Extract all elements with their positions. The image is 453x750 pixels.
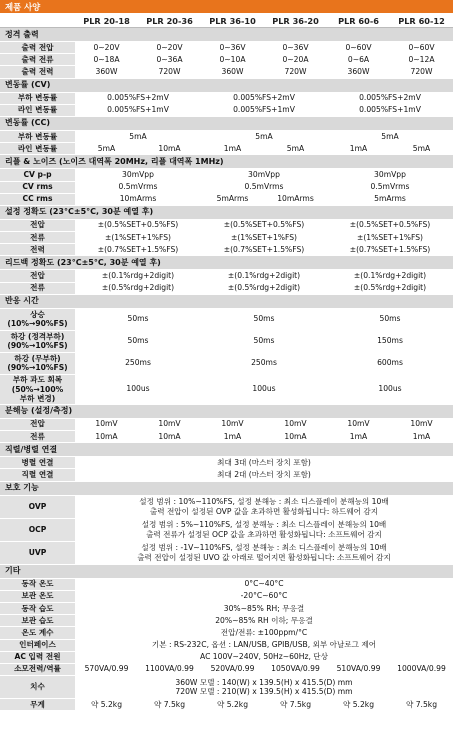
value-cell: ±(0.5%SET+0.5%FS) (75, 219, 201, 231)
row-label: 부하 과도 회복 (50%→100% 부하 변경) (0, 374, 75, 404)
value-cell: 0~20A (264, 54, 327, 66)
table-row (0, 181, 453, 193)
value-cell: 360W (327, 66, 390, 78)
value-cell: 1mA (201, 431, 264, 443)
row-label: 직렬 연결 (0, 469, 75, 481)
table-row (0, 639, 453, 651)
table-row (0, 651, 453, 663)
row-label: 상승 (10%→90%FS) (0, 308, 75, 330)
value-cell: ±(0.1%rdg+2digit) (75, 270, 201, 282)
value-cell: 10mV (264, 418, 327, 430)
section-heading: 분해능 (설정/측정) (0, 404, 453, 418)
row-label: 출력 전류 (0, 54, 75, 66)
value-cell: 0.005%FS+2mV (201, 92, 327, 104)
row-label: UVP (0, 541, 75, 564)
value-cell: 0~20V (138, 42, 201, 54)
value-cell: 10mV (390, 418, 453, 430)
model-header: PLR 20-18 (75, 14, 138, 28)
value-cell: 1mA (327, 143, 390, 155)
value-cell: ±(0.1%rdg+2digit) (327, 270, 453, 282)
value-cell: 설정 범위 : 5%~110%FS, 설정 분해능 : 최소 디스플레이 분해능의 10배 출력 전류가 설정된 OCP 값을 초과하면 활성화됩니다: 소프트웨어 감지 (75, 518, 453, 541)
row-label: 동작 습도 (0, 602, 75, 614)
value-cell: 전압/전류: ±100ppm/°C (75, 627, 453, 639)
table-row (0, 282, 453, 294)
value-cell: 5mArms (201, 193, 264, 205)
title-row (0, 0, 453, 14)
value-cell: 50ms (75, 330, 201, 352)
value-cell: 5mA (390, 143, 453, 155)
row-label: CV rms (0, 181, 75, 193)
value-cell: 1mA (201, 143, 264, 155)
section-heading: 리드백 정확도 (23°C±5°C, 30분 예열 후) (0, 256, 453, 270)
section-heading: 변동률 (CC) (0, 116, 453, 130)
row-label: 라인 변동률 (0, 143, 75, 155)
value-cell: 10mA (75, 431, 138, 443)
table-row (0, 169, 453, 181)
value-cell: 약 7.5kg (138, 699, 201, 711)
table-row (0, 602, 453, 614)
table-row (0, 42, 453, 54)
value-cell: 100us (201, 374, 327, 404)
value-cell: 10mV (75, 418, 138, 430)
value-cell: ±(0.5%SET+0.5%FS) (327, 219, 453, 231)
table-row (0, 627, 453, 639)
table-row (0, 469, 453, 481)
value-cell: ±(0.5%rdg+2digit) (327, 282, 453, 294)
value-cell: ±(0.7%SET+1.5%FS) (327, 244, 453, 256)
section-heading: 보호 기능 (0, 481, 453, 495)
table-row (0, 590, 453, 602)
row-label: CV p-p (0, 169, 75, 181)
value-cell: 10mArms (264, 193, 327, 205)
value-cell: 100us (75, 374, 201, 404)
value-cell: 1mA (327, 431, 390, 443)
table-row (0, 457, 453, 469)
table-row (0, 518, 453, 541)
row-label: 소모전력/역률 (0, 663, 75, 675)
row-label: 부하 변동률 (0, 92, 75, 104)
value-cell: 720W (264, 66, 327, 78)
value-cell: ±(1%SET+1%FS) (75, 232, 201, 244)
row-label: 인터페이스 (0, 639, 75, 651)
value-cell: 0.5mVrms (327, 181, 453, 193)
value-cell: 5mA (75, 130, 201, 142)
table-row (0, 244, 453, 256)
value-cell: 0~36V (201, 42, 264, 54)
value-cell: 5mA (75, 143, 138, 155)
value-cell: 5mA (264, 143, 327, 155)
value-cell: 0~20V (75, 42, 138, 54)
value-cell: 5mA (201, 130, 327, 142)
table-row (0, 92, 453, 104)
value-cell: 150ms (327, 330, 453, 352)
row-label: 전력 (0, 244, 75, 256)
value-cell: 30mVpp (75, 169, 201, 181)
row-label: 라인 변동률 (0, 104, 75, 116)
section-heading: 직렬/병렬 연결 (0, 443, 453, 457)
table-row (0, 541, 453, 564)
section-heading: 변동률 (CV) (0, 78, 453, 92)
row-label: 보관 온도 (0, 590, 75, 602)
value-cell: 250ms (201, 352, 327, 374)
row-label: CC rms (0, 193, 75, 205)
value-cell: ±(0.7%SET+1.5%FS) (201, 244, 327, 256)
value-cell: 0.5mVrms (75, 181, 201, 193)
row-label: 출력 전력 (0, 66, 75, 78)
table-row (0, 663, 453, 675)
value-cell: 10mA (138, 431, 201, 443)
value-cell: 510VA/0.99 (327, 663, 390, 675)
value-cell: 100us (327, 374, 453, 404)
model-header: PLR 60-6 (327, 14, 390, 28)
value-cell: 0~60V (390, 42, 453, 54)
row-label: 동작 온도 (0, 578, 75, 590)
table-row (0, 130, 453, 142)
row-label: OVP (0, 495, 75, 518)
row-label: AC 입력 전원 (0, 651, 75, 663)
value-cell: 1000VA/0.99 (390, 663, 453, 675)
value-cell: 720W (138, 66, 201, 78)
section-heading: 정격 출력 (0, 28, 453, 42)
value-cell: 0.005%FS+2mV (327, 92, 453, 104)
value-cell: 50ms (201, 308, 327, 330)
value-cell: ±(0.5%rdg+2digit) (201, 282, 327, 294)
value-cell: 570VA/0.99 (75, 663, 138, 675)
section-heading: 설정 정확도 (23°C±5°C, 30분 예열 후) (0, 205, 453, 219)
value-cell: 0.005%FS+1mV (327, 104, 453, 116)
value-cell: 약 5.2kg (75, 699, 138, 711)
table-row (0, 232, 453, 244)
table-row (0, 66, 453, 78)
value-cell: ±(1%SET+1%FS) (327, 232, 453, 244)
value-cell: 30mVpp (327, 169, 453, 181)
row-label: OCP (0, 518, 75, 541)
model-header: PLR 36-20 (264, 14, 327, 28)
table-row (0, 676, 453, 699)
value-cell: 0.005%FS+1mV (75, 104, 201, 116)
table-row (0, 495, 453, 518)
value-cell: 약 7.5kg (264, 699, 327, 711)
value-cell: 약 7.5kg (390, 699, 453, 711)
value-cell: 600ms (327, 352, 453, 374)
value-cell: 10mV (327, 418, 390, 430)
value-cell: 250ms (75, 352, 201, 374)
row-label: 전압 (0, 418, 75, 430)
row-label: 무게 (0, 699, 75, 711)
table-row (0, 699, 453, 711)
value-cell: ±(0.5%SET+0.5%FS) (201, 219, 327, 231)
value-cell: 약 5.2kg (327, 699, 390, 711)
value-cell: 기본 : RS-232C, 옵션 : LAN/USB, GPIB/USB, 외부 아날로그 제어 (75, 639, 453, 651)
row-label: 전압 (0, 270, 75, 282)
value-cell: 설정 범위 : -1V~110%FS, 설정 분해능 : 최소 디스플레이 분해능의 10배 출력 전압이 설정된 UVO 값 아래로 떨어지면 활성화됩니다: 소프트웨어 감지 (75, 541, 453, 564)
row-label: 보관 습도 (0, 615, 75, 627)
value-cell: AC 100V~240V, 50Hz~60Hz, 단상 (75, 651, 453, 663)
value-cell: 360W (75, 66, 138, 78)
value-cell: 최대 3대 (마스터 장치 포함) (75, 457, 453, 469)
model-header: PLR 20-36 (138, 14, 201, 28)
value-cell: 1100VA/0.99 (138, 663, 201, 675)
table-row (0, 418, 453, 430)
value-cell: 0~12A (390, 54, 453, 66)
value-cell: 360W 모델 : 140(W) x 139.5(H) x 415.5(D) mm 720W 모델 : 210(W) x 139.5(H) x 415.5(D) mm (75, 676, 453, 699)
row-label: 부하 변동률 (0, 130, 75, 142)
row-label: 온도 계수 (0, 627, 75, 639)
value-cell: 0~18A (75, 54, 138, 66)
row-label: 하강 (정격부하) (90%→10%FS) (0, 330, 75, 352)
value-cell: 50ms (201, 330, 327, 352)
value-cell: 720W (390, 66, 453, 78)
value-cell: 0~36A (138, 54, 201, 66)
table-row (0, 219, 453, 231)
value-cell: 0~6A (327, 54, 390, 66)
value-cell: 1050VA/0.99 (264, 663, 327, 675)
row-label: 전류 (0, 282, 75, 294)
table-row (0, 431, 453, 443)
model-header-row (0, 14, 453, 28)
value-cell: 0~60V (327, 42, 390, 54)
value-cell: 360W (201, 66, 264, 78)
table-row (0, 143, 453, 155)
table-row (0, 104, 453, 116)
table-row (0, 270, 453, 282)
value-cell: 1mA (390, 431, 453, 443)
value-cell: ±(0.1%rdg+2digit) (201, 270, 327, 282)
table-row (0, 330, 453, 352)
row-label: 치수 (0, 676, 75, 699)
row-label: 출력 전압 (0, 42, 75, 54)
section-heading: 반응 시간 (0, 294, 453, 308)
table-row (0, 193, 453, 205)
value-cell: ±(1%SET+1%FS) (201, 232, 327, 244)
value-cell: ±(0.5%rdg+2digit) (75, 282, 201, 294)
model-header: PLR 36-10 (201, 14, 264, 28)
table-row (0, 615, 453, 627)
row-label: 하강 (무부하) (90%→10%FS) (0, 352, 75, 374)
table-row (0, 54, 453, 66)
value-cell: 5mA (327, 130, 453, 142)
value-cell: 0.005%FS+1mV (201, 104, 327, 116)
row-label: 전압 (0, 219, 75, 231)
row-label: 병렬 연결 (0, 457, 75, 469)
corner-cell (0, 14, 75, 28)
row-label: 전류 (0, 232, 75, 244)
value-cell: ±(0.7%SET+1.5%FS) (75, 244, 201, 256)
value-cell: 최대 2대 (마스터 장치 포함) (75, 469, 453, 481)
value-cell: 10mA (264, 431, 327, 443)
table-row (0, 308, 453, 330)
value-cell: 520VA/0.99 (201, 663, 264, 675)
model-header: PLR 60-12 (390, 14, 453, 28)
value-cell: 0.5mVrms (201, 181, 327, 193)
value-cell: 50ms (75, 308, 201, 330)
value-cell: 10mV (201, 418, 264, 430)
value-cell: 0°C~40°C (75, 578, 453, 590)
row-label: 전류 (0, 431, 75, 443)
value-cell: 30mVpp (201, 169, 327, 181)
value-cell: -20°C~60°C (75, 590, 453, 602)
value-cell: 10mArms (75, 193, 201, 205)
value-cell: 5mArms (327, 193, 453, 205)
section-heading: 리플 & 노이즈 (노이즈 대역폭 20MHz, 리플 대역폭 1MHz) (0, 155, 453, 169)
value-cell: 약 5.2kg (201, 699, 264, 711)
value-cell: 50ms (327, 308, 453, 330)
table-row (0, 374, 453, 404)
table-row (0, 352, 453, 374)
value-cell: 0.005%FS+2mV (75, 92, 201, 104)
value-cell: 10mA (138, 143, 201, 155)
value-cell: 10mV (138, 418, 201, 430)
spec-title: 제품 사양 (0, 0, 453, 14)
value-cell: 20%~85% RH 이하; 무응결 (75, 615, 453, 627)
value-cell: 0~36V (264, 42, 327, 54)
value-cell: 30%~85% RH; 무응결 (75, 602, 453, 614)
section-heading: 기타 (0, 564, 453, 578)
value-cell: 설정 범위 : 10%~110%FS, 설정 분해능 : 최소 디스플레이 분해능의 10배 출력 전압이 설정된 OVP 값을 초과하면 활성화됩니다: 하드웨어 감지 (75, 495, 453, 518)
table-row (0, 578, 453, 590)
value-cell: 0~10A (201, 54, 264, 66)
